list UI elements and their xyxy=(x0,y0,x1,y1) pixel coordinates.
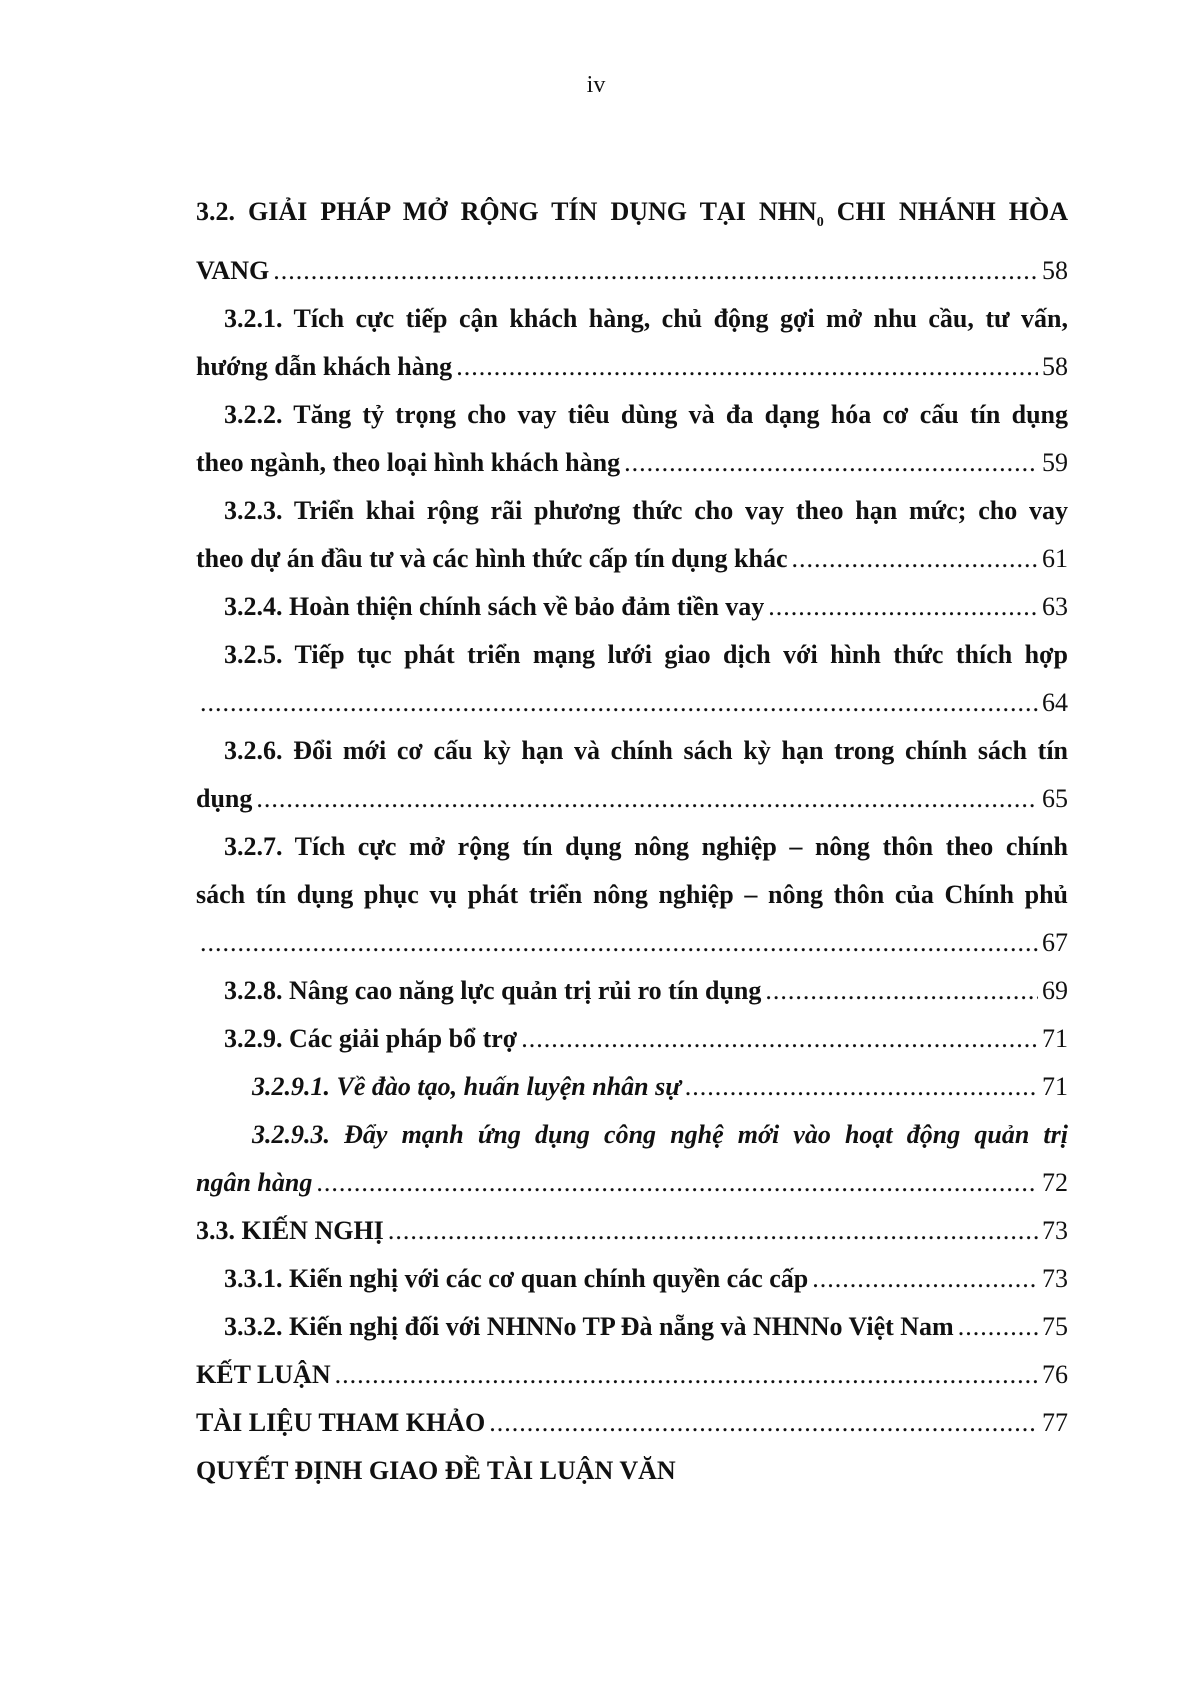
toc-entry-3-2-8[interactable] xyxy=(196,967,1068,1015)
toc-entry-title: TÀI LIỆU THAM KHẢO xyxy=(196,1408,486,1438)
toc-entry-title: 3.2.9.1. Về đào tạo, huấn luyện nhân sự xyxy=(252,1072,681,1102)
toc-entry-3-2-3[interactable] xyxy=(196,487,1068,583)
leader-dots xyxy=(624,439,1038,487)
leader-dots xyxy=(335,1351,1038,1399)
toc-page-number: 64 xyxy=(1042,688,1068,718)
leader-dots xyxy=(521,1015,1038,1063)
toc-entry-3-2-2[interactable] xyxy=(196,391,1068,487)
leader-dots xyxy=(489,1399,1038,1447)
toc-entry-title: 3.2.8. Nâng cao năng lực quản trị rủi ro tín dụng xyxy=(224,976,762,1006)
toc-page-number: 73 xyxy=(1042,1216,1068,1246)
table-of-contents xyxy=(196,188,1068,1495)
toc-entry-title-cont: ngân hàng xyxy=(196,1168,313,1198)
toc-entry-title-cont: theo ngành, theo loại hình khách hàng xyxy=(196,448,621,478)
toc-entry-title: 3.2.7. Tích cực mở rộng tín dụng nông nghiệp – nông thôn theo chính xyxy=(224,832,1068,862)
toc-entry-3-2-1[interactable] xyxy=(196,295,1068,391)
toc-entry-title: 3.2.6. Đổi mới cơ cấu kỳ hạn và chính sách kỳ hạn trong chính sách tín xyxy=(224,736,1068,766)
toc-entry-title: 3.2.9.3. Đẩy mạnh ứng dụng công nghệ mới vào hoạt động quản trị xyxy=(252,1120,1068,1150)
toc-entry-3-2-7[interactable] xyxy=(196,823,1068,967)
toc-page-number: 72 xyxy=(1042,1168,1068,1198)
toc-entry-quyet-dinh[interactable] xyxy=(196,1447,1068,1495)
toc-entry-title-cont: theo dự án đầu tư và các hình thức cấp tín dụng khác xyxy=(196,544,788,574)
leader-dots xyxy=(958,1303,1038,1351)
toc-entry-3-2-6[interactable] xyxy=(196,727,1068,823)
toc-entry-title: 3.3.2. Kiến nghị đối với NHNNo TP Đà nẵng và NHNNo Việt Nam xyxy=(224,1312,954,1342)
toc-entry-3-2[interactable] xyxy=(196,188,1068,295)
toc-page-number: 61 xyxy=(1042,544,1068,574)
toc-page-number: 76 xyxy=(1042,1360,1068,1390)
toc-page-number: 71 xyxy=(1042,1024,1068,1054)
toc-entry-3-3[interactable] xyxy=(196,1207,1068,1255)
toc-entry-3-3-1[interactable] xyxy=(196,1255,1068,1303)
toc-entry-title-cont: sách tín dụng phục vụ phát triển nông nghiệp – nông thôn của Chính phủ xyxy=(196,880,1068,910)
leader-dots xyxy=(456,343,1038,391)
leader-dots xyxy=(812,1255,1038,1303)
leader-dots xyxy=(768,583,1038,631)
toc-page-number: 63 xyxy=(1042,592,1068,622)
leader-dots xyxy=(273,247,1038,295)
toc-entry-3-3-2[interactable] xyxy=(196,1303,1068,1351)
leader-dots xyxy=(765,967,1038,1015)
toc-page-number: 58 xyxy=(1042,256,1068,286)
leader-dots xyxy=(388,1207,1038,1255)
leader-dots xyxy=(256,775,1038,823)
toc-entry-title: 3.2.2. Tăng tỷ trọng cho vay tiêu dùng và đa dạng hóa cơ cấu tín dụng xyxy=(224,400,1068,430)
toc-page-number: 58 xyxy=(1042,352,1068,382)
toc-entry-3-2-9-1[interactable] xyxy=(196,1063,1068,1111)
leader-dots xyxy=(316,1159,1038,1207)
toc-entry-title: 3.2.3. Triển khai rộng rãi phương thức cho vay theo hạn mức; cho vay xyxy=(224,496,1068,526)
toc-entry-title: QUYẾT ĐỊNH GIAO ĐỀ TÀI LUẬN VĂN xyxy=(196,1456,676,1486)
toc-page-number: 69 xyxy=(1042,976,1068,1006)
toc-entry-title: 3.2.4. Hoàn thiện chính sách về bảo đảm tiền vay xyxy=(224,592,765,622)
page-number: iv xyxy=(586,72,606,98)
leader-dots xyxy=(685,1063,1038,1111)
toc-entry-3-2-4[interactable] xyxy=(196,583,1068,631)
toc-page-number: 67 xyxy=(1042,928,1068,958)
toc-entry-title-cont: hướng dẫn khách hàng xyxy=(196,352,453,382)
leader-dots xyxy=(200,919,1038,967)
toc-entry-tai-lieu[interactable] xyxy=(196,1399,1068,1447)
toc-entry-title: 3.2. GIẢI PHÁP MỞ RỘNG TÍN DỤNG TẠI $NHN_0$ CHI NHÁNH HÒA xyxy=(196,197,1068,231)
leader-dots xyxy=(200,679,1038,727)
toc-entry-title: 3.3.1. Kiến nghị với các cơ quan chính quyền các cấp xyxy=(224,1264,809,1294)
toc-page-number: 77 xyxy=(1042,1408,1068,1438)
toc-entry-title: 3.3. KIẾN NGHỊ xyxy=(196,1216,384,1246)
toc-entry-title-cont: dụng xyxy=(196,784,253,814)
toc-entry-3-2-9[interactable] xyxy=(196,1015,1068,1063)
toc-entry-title: 3.2.9. Các giải pháp bổ trợ xyxy=(224,1024,518,1054)
toc-entry-title: 3.2.5. Tiếp tục phát triển mạng lưới giao dịch với hình thức thích hợp xyxy=(224,640,1068,670)
toc-entry-title: KẾT LUẬN xyxy=(196,1360,331,1390)
toc-page-number: 73 xyxy=(1042,1264,1068,1294)
toc-entry-ket-luan[interactable] xyxy=(196,1351,1068,1399)
leader-dots xyxy=(792,535,1039,583)
toc-entry-title: 3.2.1. Tích cực tiếp cận khách hàng, chủ động gợi mở nhu cầu, tư vấn, xyxy=(224,304,1068,334)
toc-page-number: 59 xyxy=(1042,448,1068,478)
toc-page-number: 65 xyxy=(1042,784,1068,814)
toc-entry-3-2-9-3[interactable] xyxy=(196,1111,1068,1207)
toc-entry-title-cont: VANG xyxy=(196,256,270,286)
toc-entry-3-2-5[interactable] xyxy=(196,631,1068,727)
toc-page-number: 75 xyxy=(1042,1312,1068,1342)
toc-page-number: 71 xyxy=(1042,1072,1068,1102)
